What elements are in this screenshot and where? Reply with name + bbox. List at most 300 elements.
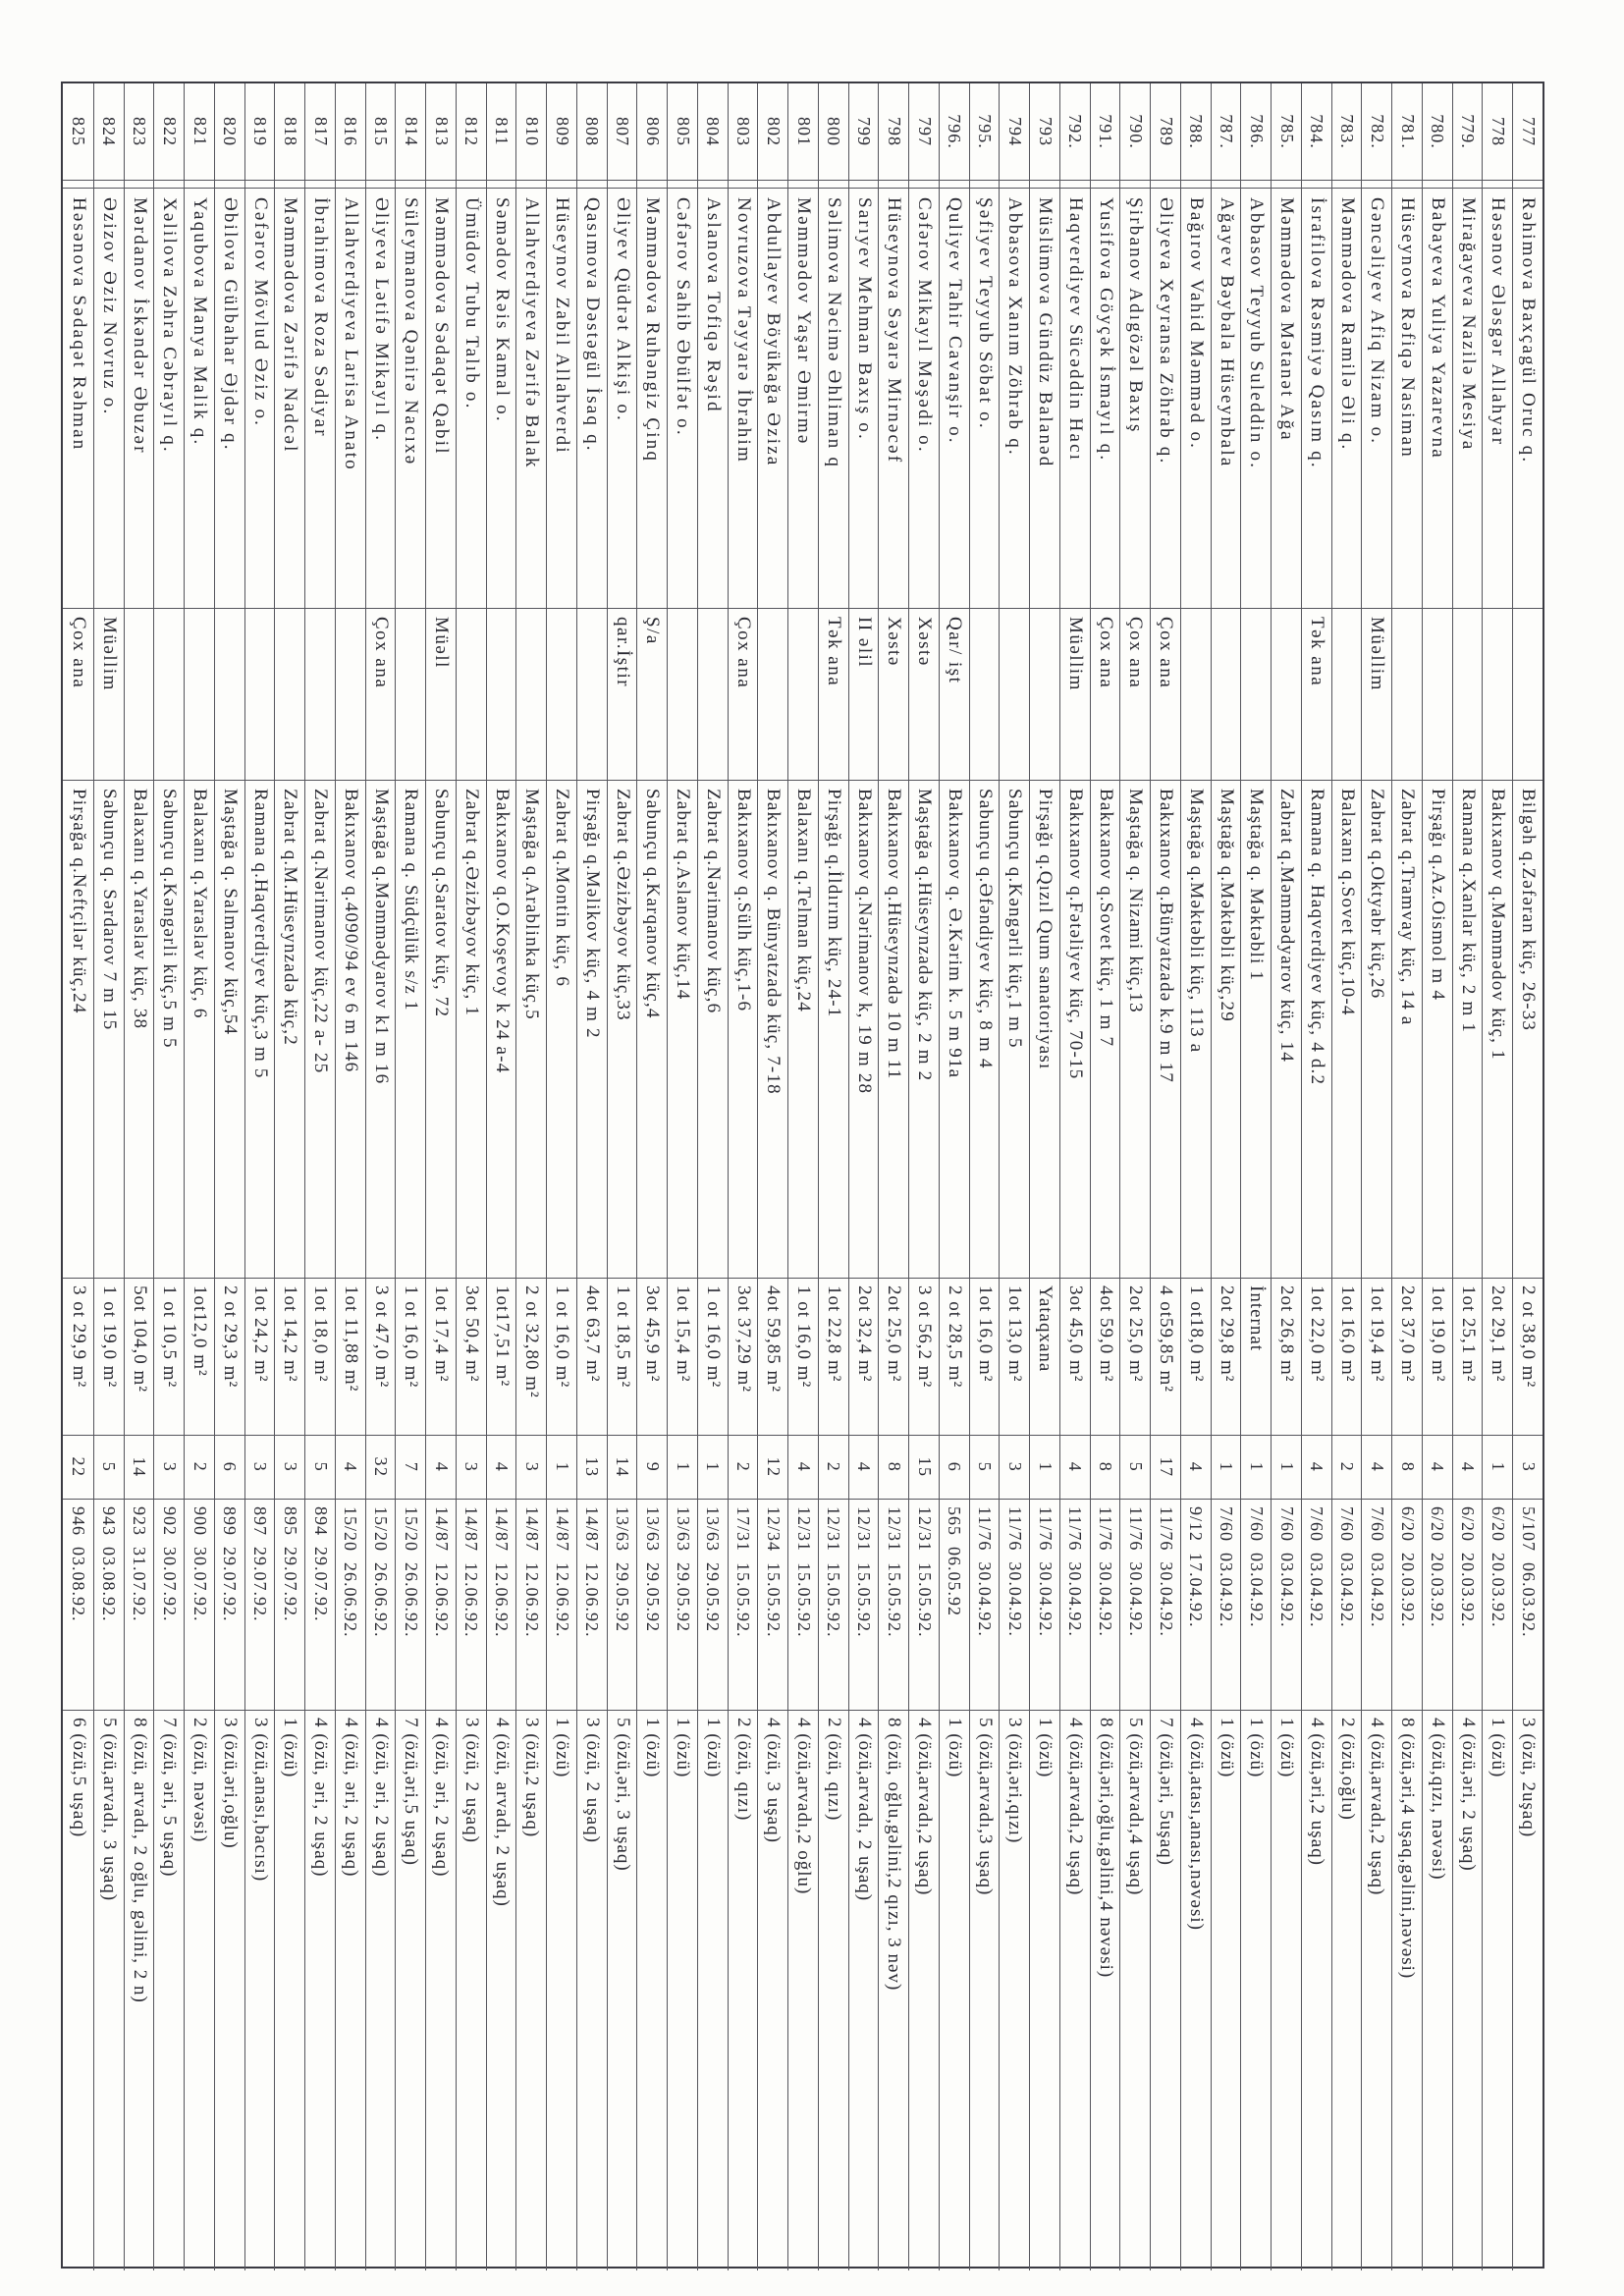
cell-number: 819 xyxy=(244,83,275,181)
cell-number: 785. xyxy=(1271,83,1301,181)
cell-case-date: 15/20 26.06.92. xyxy=(396,1500,426,1711)
cell-name: Əzizov Əziz Novruz o. xyxy=(93,189,124,609)
cell-name: Məmmədov Yaşar Əmirmə xyxy=(787,189,818,609)
cell-family-composition: 1 (özü) xyxy=(1211,1711,1241,2270)
cell-status xyxy=(576,609,607,781)
cell-count: 14 xyxy=(124,1436,154,1500)
column-gap xyxy=(1362,181,1392,189)
table-row xyxy=(908,83,939,2267)
cell-family-composition: 3 (özü,anası,bacısı) xyxy=(244,1711,275,2270)
table-row xyxy=(697,83,728,2267)
cell-name: Gəncəliyev Afiq Nizam o. xyxy=(1362,189,1392,609)
cell-status: Çox ana xyxy=(1090,609,1120,781)
cell-status xyxy=(516,609,547,781)
table-row xyxy=(637,83,668,2267)
cell-family-composition: 1 (özü) xyxy=(637,1711,668,2270)
cell-count: 1 xyxy=(1029,1436,1059,1500)
cell-case-date: 7/60 03.04.92. xyxy=(1271,1500,1301,1711)
cell-case-date: 13/63 29.05.92 xyxy=(637,1500,668,1711)
table-row xyxy=(304,83,335,2267)
cell-case-date: 7/60 03.04.92. xyxy=(1331,1500,1362,1711)
cell-family-composition: 3 (özü,əri,oğlu) xyxy=(214,1711,244,2270)
table-row xyxy=(486,83,516,2267)
cell-status xyxy=(335,609,365,781)
cell-case-date: 895 29.07.92. xyxy=(275,1500,305,1711)
cell-number: 777 xyxy=(1512,83,1543,181)
cell-count: 3 xyxy=(275,1436,305,1500)
cell-family-composition: 2 (özü, nəvəsi) xyxy=(184,1711,214,2270)
cell-count: 3 xyxy=(1000,1436,1030,1500)
cell-number: 799 xyxy=(848,83,879,181)
cell-rooms-area: 1 ot 16,0 m² xyxy=(546,1279,576,1436)
cell-family-composition: 5 (özü,arvadı,3 uşaq) xyxy=(969,1711,1000,2270)
cell-rooms-area: 2 ot 32,80 m² xyxy=(516,1279,547,1436)
cell-case-date: 12/31 15.05.92. xyxy=(908,1500,939,1711)
table-row xyxy=(728,83,758,2267)
cell-family-composition: 2 (özü,oğlu) xyxy=(1331,1711,1362,2270)
cell-case-date: 6/20 20.03.92. xyxy=(1452,1500,1483,1711)
cell-family-composition: 1 (özü) xyxy=(667,1711,697,2270)
cell-name: Rəhimova Baxçagül Oruc q. xyxy=(1512,189,1543,609)
cell-address: Sabunçu q.Saratov küç, 72 xyxy=(425,781,456,1279)
cell-address: Pirşağa q.Neftçilər küç,24 xyxy=(63,781,93,1279)
column-gap xyxy=(184,181,214,189)
cell-count: 5 xyxy=(304,1436,335,1500)
cell-rooms-area: 2ot 32,4 m² xyxy=(848,1279,879,1436)
cell-number: 790. xyxy=(1120,83,1151,181)
column-gap xyxy=(244,181,275,189)
column-gap xyxy=(848,181,879,189)
cell-name: Cəfərov Mövlud Əziz o. xyxy=(244,189,275,609)
registry-table xyxy=(61,82,1544,2269)
cell-rooms-area: 2ot 25,0 m² xyxy=(1120,1279,1151,1436)
cell-status: Çox ana xyxy=(1150,609,1180,781)
column-gap xyxy=(1150,181,1180,189)
column-gap xyxy=(1271,181,1301,189)
cell-rooms-area: 1ot 16,0 m² xyxy=(969,1279,1000,1436)
cell-case-date: 899 29.07.92. xyxy=(214,1500,244,1711)
cell-address: Maştağa q.Hüseynzadə küç, 2 m 2 xyxy=(908,781,939,1279)
cell-rooms-area: 1 ot 16,0 m² xyxy=(396,1279,426,1436)
cell-name: Əliyeva Xeyransa Zöhrab q. xyxy=(1150,189,1180,609)
cell-count: 2 xyxy=(184,1436,214,1500)
column-gap xyxy=(304,181,335,189)
table-row xyxy=(667,83,697,2267)
cell-rooms-area: 1 ot18,0 m² xyxy=(1180,1279,1211,1436)
cell-case-date: 12/31 15.05.92. xyxy=(818,1500,848,1711)
cell-case-date: 894 29.07.92. xyxy=(304,1500,335,1711)
table-row xyxy=(1241,83,1272,2267)
cell-count: 2 xyxy=(1331,1436,1362,1500)
column-gap xyxy=(697,181,728,189)
table-row xyxy=(516,83,547,2267)
cell-number: 778 xyxy=(1483,83,1513,181)
cell-count: 13 xyxy=(576,1436,607,1500)
cell-status: Çox ana xyxy=(728,609,758,781)
cell-number: 813 xyxy=(425,83,456,181)
cell-number: 788. xyxy=(1180,83,1211,181)
cell-rooms-area: Yataqxana xyxy=(1029,1279,1059,1436)
cell-rooms-area: 1ot 13,0 m² xyxy=(1000,1279,1030,1436)
cell-family-composition: 4 (özü,arvadı,2 uşaq) xyxy=(1362,1711,1392,2270)
cell-rooms-area: İnternat xyxy=(1241,1279,1272,1436)
column-gap xyxy=(396,181,426,189)
cell-rooms-area: 2ot 29,8 m² xyxy=(1211,1279,1241,1436)
cell-status xyxy=(667,609,697,781)
column-gap xyxy=(1000,181,1030,189)
cell-name: Süleymanova Qənirə Nacıxə xyxy=(396,189,426,609)
cell-count: 5 xyxy=(1120,1436,1151,1500)
cell-count: 7 xyxy=(396,1436,426,1500)
cell-address: Bilgəh q.Zəfəran küç, 26-33 xyxy=(1512,781,1543,1279)
cell-count: 2 xyxy=(818,1436,848,1500)
cell-family-composition: 5 (özü,arvadı,4 uşaq) xyxy=(1120,1711,1151,2270)
column-gap xyxy=(1180,181,1211,189)
cell-count: 1 xyxy=(1271,1436,1301,1500)
cell-name: Qasımova Dəstəgül İsaq q. xyxy=(576,189,607,609)
cell-family-composition: 4 (özü, əri, 2 uşaq) xyxy=(335,1711,365,2270)
cell-family-composition: 4 (özü,arvadı,2 uşaq) xyxy=(908,1711,939,2270)
cell-rooms-area: 1ot 24,2 m² xyxy=(244,1279,275,1436)
cell-family-composition: 5 (özü,arvadı, 3 uşaq) xyxy=(93,1711,124,2270)
cell-status: Müəllim xyxy=(1362,609,1392,781)
cell-status xyxy=(546,609,576,781)
cell-name: Xəlilova Zəhra Cəbrayıl q. xyxy=(154,189,185,609)
column-gap xyxy=(275,181,305,189)
column-gap xyxy=(1483,181,1513,189)
table-row xyxy=(1150,83,1180,2267)
cell-rooms-area: 2 ot 29,3 m² xyxy=(214,1279,244,1436)
column-gap xyxy=(214,181,244,189)
cell-case-date: 902 30.07.92. xyxy=(154,1500,185,1711)
cell-address: Bakıxanov q.Fətəliyev küç, 70-15 xyxy=(1059,781,1090,1279)
cell-status xyxy=(1180,609,1211,781)
cell-address: Bakıxanov q.Sovet küç, 1 m 7 xyxy=(1090,781,1120,1279)
cell-count: 3 xyxy=(1512,1436,1543,1500)
cell-rooms-area: 4ot 59,0 m² xyxy=(1090,1279,1120,1436)
cell-number: 823 xyxy=(124,83,154,181)
cell-case-date: 14/87 12.06.92. xyxy=(425,1500,456,1711)
cell-name: Aslanova Tofiqə Rəşid xyxy=(697,189,728,609)
cell-number: 784. xyxy=(1301,83,1331,181)
cell-number: 796. xyxy=(939,83,969,181)
cell-address: Ramana q. Südçülük s/z 1 xyxy=(396,781,426,1279)
cell-rooms-area: 2ot 26,8 m² xyxy=(1271,1279,1301,1436)
cell-number: 781. xyxy=(1391,83,1422,181)
cell-status xyxy=(154,609,185,781)
cell-number: 818 xyxy=(275,83,305,181)
cell-count: 22 xyxy=(63,1436,93,1500)
cell-rooms-area: 2 ot 38,0 m² xyxy=(1512,1279,1543,1436)
cell-case-date: 11/76 30.04.92. xyxy=(969,1500,1000,1711)
cell-address: Bakıxanov q. Bünyatzadə küç, 7-18 xyxy=(758,781,788,1279)
cell-name: Novruzova Təyyarə İbrahim xyxy=(728,189,758,609)
cell-case-date: 946 03.08.92. xyxy=(63,1500,93,1711)
cell-number: 806 xyxy=(637,83,668,181)
cell-family-composition: 7 (özü,əri, 5uşaq) xyxy=(1150,1711,1180,2270)
table-row xyxy=(1331,83,1362,2267)
table-row xyxy=(456,83,486,2267)
cell-rooms-area: 1ot 14,2 m² xyxy=(275,1279,305,1436)
table-row xyxy=(1000,83,1030,2267)
cell-case-date: 6/20 20.03.92. xyxy=(1391,1500,1422,1711)
column-gap xyxy=(939,181,969,189)
cell-family-composition: 1 (özü) xyxy=(546,1711,576,2270)
table-row xyxy=(154,83,185,2267)
cell-rooms-area: 2ot 25,0 m² xyxy=(879,1279,909,1436)
cell-count: 8 xyxy=(1391,1436,1422,1500)
cell-status xyxy=(1422,609,1452,781)
cell-family-composition: 2 (özü, qızı) xyxy=(728,1711,758,2270)
cell-status xyxy=(304,609,335,781)
cell-count: 1 xyxy=(697,1436,728,1500)
cell-name: Allahverdiyeva Larisa Anato xyxy=(335,189,365,609)
cell-count: 15 xyxy=(908,1436,939,1500)
cell-number: 803 xyxy=(728,83,758,181)
table-row xyxy=(1483,83,1513,2267)
cell-status xyxy=(184,609,214,781)
column-gap xyxy=(818,181,848,189)
cell-number: 824 xyxy=(93,83,124,181)
cell-family-composition: 1 (özü) xyxy=(939,1711,969,2270)
cell-address: Ramana q.Xanlar küç, 2 m 1 xyxy=(1452,781,1483,1279)
cell-count: 1 xyxy=(1483,1436,1513,1500)
column-gap xyxy=(1512,181,1543,189)
column-gap xyxy=(576,181,607,189)
cell-number: 795. xyxy=(969,83,1000,181)
cell-address: Pirşağı q.Məlikov küç, 4 m 2 xyxy=(576,781,607,1279)
table-row xyxy=(124,83,154,2267)
cell-count: 4 xyxy=(1180,1436,1211,1500)
column-gap xyxy=(1452,181,1483,189)
cell-address: Zabrat q.Montin küç, 6 xyxy=(546,781,576,1279)
cell-status xyxy=(244,609,275,781)
cell-rooms-area: 2 ot 28,5 m² xyxy=(939,1279,969,1436)
column-gap xyxy=(335,181,365,189)
column-gap xyxy=(1422,181,1452,189)
cell-address: Sabunçu q. Sərdarov 7 m 15 xyxy=(93,781,124,1279)
cell-name: Abbasov Teyyub Suleddin o. xyxy=(1241,189,1272,609)
cell-number: 814 xyxy=(396,83,426,181)
cell-family-composition: 8 (özü, oğlu,gəlini,2 qızı, 3 nəv) xyxy=(879,1711,909,2270)
cell-case-date: 6/20 20.03.92. xyxy=(1483,1500,1513,1711)
cell-case-date: 14/87 12.06.92. xyxy=(486,1500,516,1711)
cell-case-date: 14/87 12.06.92. xyxy=(546,1500,576,1711)
cell-address: Maştağa q.Arablinka küç,5 xyxy=(516,781,547,1279)
cell-name: İbrahimova Roza Sədiyar xyxy=(304,189,335,609)
cell-family-composition: 3 (özü, 2 uşaq) xyxy=(456,1711,486,2270)
cell-address: Bakıxanov q.Sülh küç,1-6 xyxy=(728,781,758,1279)
cell-name: Allahverdiyeva Zərifə Balak xyxy=(516,189,547,609)
table-row xyxy=(1180,83,1211,2267)
column-gap xyxy=(787,181,818,189)
cell-rooms-area: 3ot 37,29 m² xyxy=(728,1279,758,1436)
cell-count: 4 xyxy=(1422,1436,1452,1500)
cell-count: 4 xyxy=(787,1436,818,1500)
table-row xyxy=(546,83,576,2267)
column-gap xyxy=(879,181,909,189)
column-gap xyxy=(1301,181,1331,189)
cell-status xyxy=(969,609,1000,781)
cell-case-date: 13/63 29.05.92 xyxy=(667,1500,697,1711)
cell-count: 1 xyxy=(1211,1436,1241,1500)
cell-rooms-area: 1 ot 10,5 m² xyxy=(154,1279,185,1436)
cell-count: 6 xyxy=(214,1436,244,1500)
table-row xyxy=(969,83,1000,2267)
cell-number: 782. xyxy=(1362,83,1392,181)
cell-address: Pirşağı q.Qızıl Qum sanatoriyası xyxy=(1029,781,1059,1279)
cell-name: Sarıyev Mehman Baxış o. xyxy=(848,189,879,609)
cell-address: Zabrat q.M.Hüseynzadə küç,2 xyxy=(275,781,305,1279)
cell-status: Tək ana xyxy=(818,609,848,781)
cell-rooms-area: 1ot 18,0 m² xyxy=(304,1279,335,1436)
cell-status xyxy=(787,609,818,781)
cell-address: Maştağa q.Məktəbli küç, 113 a xyxy=(1180,781,1211,1279)
cell-name: Şirbanov Adıgözəl Baxış xyxy=(1120,189,1151,609)
cell-family-composition: 1 (özü) xyxy=(1483,1711,1513,2270)
cell-family-composition: 1 (özü) xyxy=(1271,1711,1301,2270)
cell-address: Sabunçu q.Karqanov küç,4 xyxy=(637,781,668,1279)
cell-rooms-area: 4ot 63,7 m² xyxy=(576,1279,607,1436)
cell-rooms-area: 3ot 50,4 m² xyxy=(456,1279,486,1436)
table-row xyxy=(425,83,456,2267)
cell-number: 812 xyxy=(456,83,486,181)
cell-case-date: 11/76 30.04.92. xyxy=(1000,1500,1030,1711)
cell-address: Ramana q. Haqverdiyev küç, 4 d.2 xyxy=(1301,781,1331,1279)
table-row xyxy=(1211,83,1241,2267)
table-row xyxy=(1391,83,1422,2267)
table-row xyxy=(1059,83,1090,2267)
cell-rooms-area: 1ot 19,0 m² xyxy=(1422,1279,1452,1436)
cell-status xyxy=(697,609,728,781)
cell-case-date: 14/87 12.06.92. xyxy=(516,1500,547,1711)
cell-family-composition: 3 (özü,əri,qızı) xyxy=(1000,1711,1030,2270)
cell-name: Ağayev Bəybala Hüseynbala xyxy=(1211,189,1241,609)
cell-address: Maştağa q.Məktəbli küç,29 xyxy=(1211,781,1241,1279)
table-row xyxy=(244,83,275,2267)
cell-name: Əliyev Qüdrət Alkişi o. xyxy=(607,189,637,609)
table-row xyxy=(879,83,909,2267)
cell-status: Tək ana xyxy=(1301,609,1331,781)
cell-address: Ramana q.Haqverdiyev küç,3 m 5 xyxy=(244,781,275,1279)
cell-status xyxy=(275,609,305,781)
cell-case-date: 6/20 20.03.92. xyxy=(1422,1500,1452,1711)
cell-number: 816 xyxy=(335,83,365,181)
cell-address: Balaxanı q.Yaraslav küç, 38 xyxy=(124,781,154,1279)
cell-address: Bakıxanov q.Hüseynzadə 10 m 11 xyxy=(879,781,909,1279)
cell-case-date: 15/20 26.06.92. xyxy=(335,1500,365,1711)
cell-case-date: 12/31 15.05.92. xyxy=(879,1500,909,1711)
cell-address: Bakıxanov q.4090/94 ev 6 m 146 xyxy=(335,781,365,1279)
cell-address: Bakıxanov q.Bünyatzadə k.9 m 17 xyxy=(1150,781,1180,1279)
cell-address: Zabrat q.Aslanov küç,14 xyxy=(667,781,697,1279)
cell-rooms-area: 1ot 25,1 m² xyxy=(1452,1279,1483,1436)
cell-status xyxy=(1512,609,1543,781)
cell-case-date: 11/76 30.04.92. xyxy=(1059,1500,1090,1711)
cell-case-date: 13/63 29.05.92 xyxy=(607,1500,637,1711)
cell-case-date: 11/76 30.04.92. xyxy=(1090,1500,1120,1711)
cell-family-composition: 6 (özü,5 uşaq) xyxy=(68,1718,89,1838)
table-row xyxy=(1301,83,1331,2267)
cell-number: 789 xyxy=(1150,83,1180,181)
table-row xyxy=(576,83,607,2267)
column-gap xyxy=(93,181,124,189)
cell-count: 3 xyxy=(516,1436,547,1500)
cell-case-date: 11/76 30.04.92. xyxy=(1120,1500,1151,1711)
cell-number: 825 xyxy=(63,83,93,181)
cell-family-composition: 3 (özü, 2 uşaq) xyxy=(576,1711,607,2270)
cell-address: Balaxanı q.Telman küç,24 xyxy=(787,781,818,1279)
cell-family-composition: 8 (özü,əri,oğlu,gəlini,4 nəvəsi) xyxy=(1090,1711,1120,2270)
column-gap xyxy=(124,181,154,189)
cell-address: Maştağa q.Məmmədyarov k1 m 16 xyxy=(365,781,396,1279)
cell-status xyxy=(1483,609,1513,781)
cell-status: Çox ana xyxy=(1120,609,1151,781)
cell-status: Çox ana xyxy=(63,609,93,781)
cell-rooms-area: 4ot 59,85 m² xyxy=(758,1279,788,1436)
cell-status xyxy=(456,609,486,781)
cell-status xyxy=(214,609,244,781)
cell-address: Balaxanı q.Sovet küç,10-4 xyxy=(1331,781,1362,1279)
cell-count: 4 xyxy=(1452,1436,1483,1500)
table-row xyxy=(758,83,788,2267)
column-gap xyxy=(1331,181,1362,189)
cell-count: 9 xyxy=(637,1436,668,1500)
cell-family-composition: 4 (özü,əri, 2 uşaq) xyxy=(1452,1711,1483,2270)
cell-rooms-area: 2ot 29,1 m² xyxy=(1483,1279,1513,1436)
cell-rooms-area: 1ot 19,4 m² xyxy=(1362,1279,1392,1436)
cell-address: Zabrat q.Nərimanov küç,6 xyxy=(697,781,728,1279)
column-gap xyxy=(1120,181,1151,189)
cell-name: Müslümova Gündüz Balanəd xyxy=(1029,189,1059,609)
cell-name: Şəfiyev Teyyub Söbat o. xyxy=(969,189,1000,609)
column-gap xyxy=(456,181,486,189)
cell-number: 801 xyxy=(787,83,818,181)
cell-name: Məmmədova Mətanət Ağa xyxy=(1271,189,1301,609)
cell-rooms-area: 2ot 37,0 m² xyxy=(1391,1279,1422,1436)
cell-family-composition: 3 (özü, 2uşaq) xyxy=(1512,1711,1543,2270)
cell-number: 779. xyxy=(1452,83,1483,181)
cell-family-composition: 2 (özü, qızı) xyxy=(818,1711,848,2270)
table-row xyxy=(1422,83,1452,2267)
table-row xyxy=(818,83,848,2267)
cell-name: İsrafilova Rəsmiyə Qasım q. xyxy=(1301,189,1331,609)
cell-number: 809 xyxy=(546,83,576,181)
cell-case-date: 12/31 15.05.92. xyxy=(848,1500,879,1711)
cell-status xyxy=(1000,609,1030,781)
cell-number: 780. xyxy=(1422,83,1452,181)
cell-number: 808 xyxy=(576,83,607,181)
cell-rooms-area: 1ot 11,88 m² xyxy=(335,1279,365,1436)
cell-count: 4 xyxy=(1059,1436,1090,1500)
column-gap xyxy=(1090,181,1120,189)
column-gap xyxy=(1029,181,1059,189)
cell-family-composition: 1 (özü) xyxy=(697,1711,728,2270)
cell-rooms-area: 1 ot 16,0 m² xyxy=(787,1279,818,1436)
table-row xyxy=(335,83,365,2267)
cell-name: Cəfərov Mikayıl Məşədi o. xyxy=(908,189,939,609)
cell-number: 811 xyxy=(486,83,516,181)
cell-count: 2 xyxy=(728,1436,758,1500)
cell-case-date: 7/60 03.04.92. xyxy=(1241,1500,1272,1711)
cell-number: 810 xyxy=(516,83,547,181)
cell-family-composition: 3 (özü,2 uşaq) xyxy=(516,1711,547,2270)
column-gap xyxy=(486,181,516,189)
table-row xyxy=(1090,83,1120,2267)
cell-rooms-area: 3 ot 56,2 m² xyxy=(908,1279,939,1436)
cell-family-composition: 4 (özü,qızı, nəvəsi) xyxy=(1422,1711,1452,2270)
cell-name: Səmədov Rəis Kamal o. xyxy=(486,189,516,609)
